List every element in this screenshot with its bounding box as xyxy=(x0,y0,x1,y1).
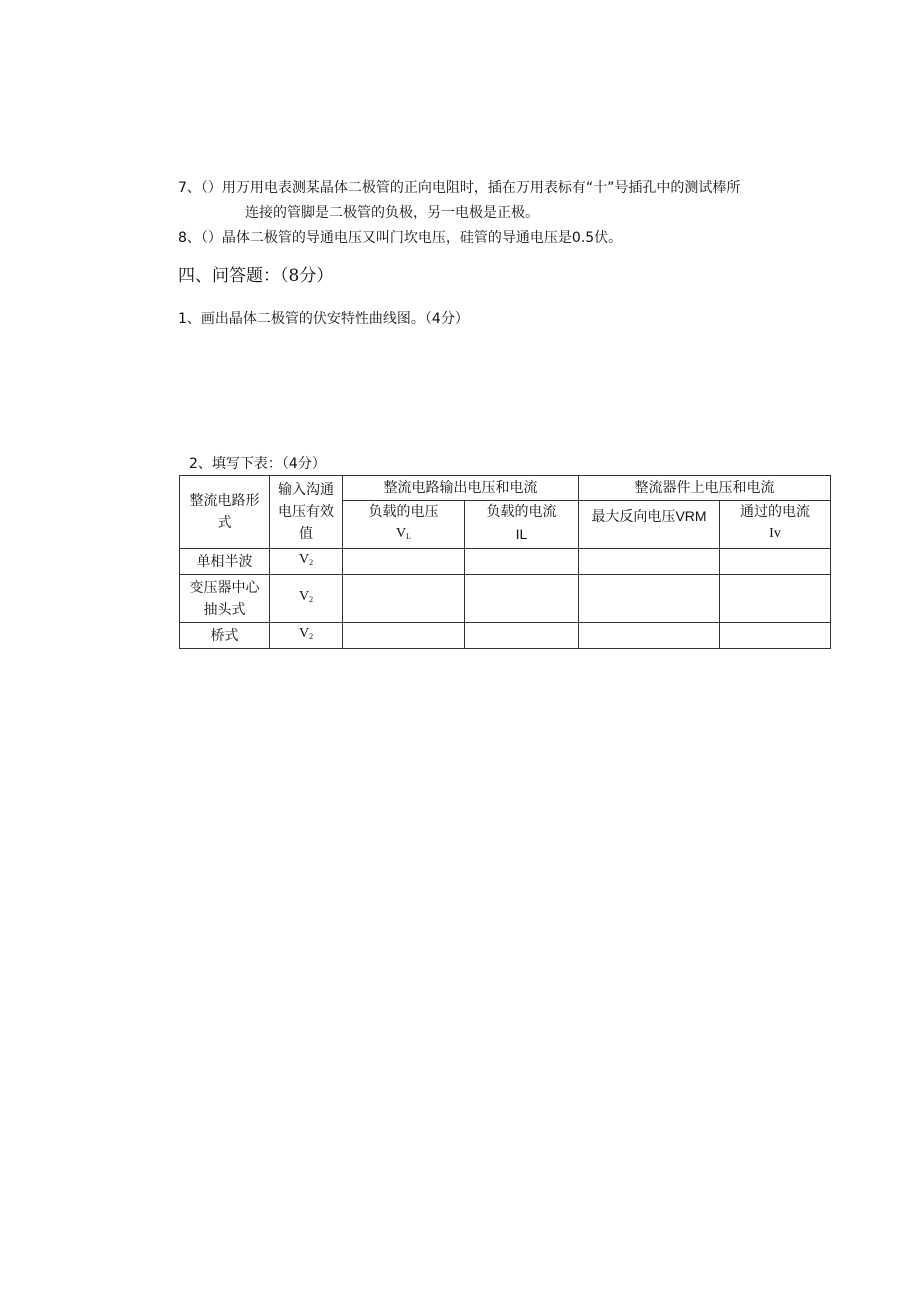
header-load-voltage-symbol xyxy=(345,523,462,548)
symbol-vrm: VRM xyxy=(675,508,707,524)
header-device-current-label: 通过的电流 xyxy=(740,504,810,520)
table-row xyxy=(180,549,831,575)
header-device-current xyxy=(720,501,831,549)
question-item-2: 2、填写下表：（4分） xyxy=(189,456,326,472)
header-load-current-symbol: IL xyxy=(515,526,528,542)
header-load-voltage-label: 负载的电压 xyxy=(368,504,439,520)
answer-cell[interactable] xyxy=(579,623,720,649)
row-name-line1: 桥式 xyxy=(210,627,239,644)
answer-cell[interactable] xyxy=(343,623,465,649)
header-circuit-type-line1: 整流电路形 xyxy=(189,493,260,509)
symbol-sub-2: 2 xyxy=(309,632,314,641)
header-output-group: 整流电路输出电压和电流 xyxy=(343,476,579,501)
answer-cell[interactable] xyxy=(465,623,579,649)
question-text: 晶体二极管的导通电压又叫门坎电压，硅管的导通电压是0.5伏。 xyxy=(221,230,623,246)
question-7-continuation: 连接的管脚是二极管的负极，另一电极是正极。 xyxy=(245,205,539,221)
header-input-voltage xyxy=(270,476,343,549)
table-row xyxy=(180,575,831,623)
row-input-voltage xyxy=(270,575,343,623)
answer-bracket[interactable]: （） xyxy=(200,180,222,196)
header-load-current-label: 负载的电流 xyxy=(486,504,557,520)
label-text: 最大反向电压 xyxy=(591,509,676,525)
answer-cell[interactable] xyxy=(465,549,579,575)
answer-cell[interactable] xyxy=(343,575,465,623)
symbol-v: V xyxy=(395,526,407,541)
header-circuit-type-line2: 式 xyxy=(217,515,232,531)
header-load-current xyxy=(465,501,579,549)
question-item-1: 1、画出晶体二极管的伏安特性曲线图。（4分） xyxy=(178,311,469,327)
answer-cell[interactable] xyxy=(579,549,720,575)
header-input-voltage-line2: 电压有效 xyxy=(278,504,334,520)
row-input-voltage xyxy=(270,623,343,649)
question-text: 用万用电表测某晶体二极管的正向电阻时，插在万用表标有“十”号插孔中的测试棒所 xyxy=(221,180,741,196)
row-name-line1: 变压器中心 xyxy=(189,579,260,596)
answer-cell[interactable] xyxy=(465,575,579,623)
header-device-group: 整流器件上电压和电流 xyxy=(579,476,831,501)
answer-cell[interactable] xyxy=(579,575,720,623)
answer-bracket[interactable]: （） xyxy=(200,230,222,246)
row-name-line1: 单相半波 xyxy=(196,553,253,570)
header-device-current-symbol: Iv xyxy=(769,526,781,541)
symbol-sub-2: 2 xyxy=(309,558,314,567)
header-circuit-type xyxy=(180,476,270,549)
row-name-line2: 抽头式 xyxy=(203,601,246,618)
answer-cell[interactable] xyxy=(720,575,831,623)
header-input-voltage-line3: 值 xyxy=(299,526,313,542)
row-name xyxy=(180,623,270,649)
answer-cell[interactable] xyxy=(720,549,831,575)
answer-cell[interactable] xyxy=(720,623,831,649)
row-name xyxy=(180,549,270,575)
row-name xyxy=(180,575,270,623)
question-8 xyxy=(178,228,622,248)
header-max-reverse-voltage xyxy=(579,501,720,549)
header-input-voltage-line1: 输入沟通 xyxy=(278,482,334,498)
question-7 xyxy=(178,178,740,198)
table-row xyxy=(180,623,831,649)
header-load-voltage xyxy=(343,501,465,549)
row-input-voltage xyxy=(270,549,343,575)
symbol-v: V xyxy=(298,589,310,604)
header-max-reverse-voltage-label xyxy=(581,505,717,528)
rectifier-table xyxy=(179,475,831,649)
symbol-sub-l: L xyxy=(406,532,411,541)
question-number: 8、 xyxy=(178,230,201,246)
section-heading: 四、问答题：（8分） xyxy=(178,266,334,286)
question-number: 7、 xyxy=(178,180,201,196)
answer-cell[interactable] xyxy=(343,549,465,575)
symbol-v: V xyxy=(298,552,310,567)
symbol-sub-2: 2 xyxy=(309,595,314,604)
symbol-v: V xyxy=(298,626,310,641)
